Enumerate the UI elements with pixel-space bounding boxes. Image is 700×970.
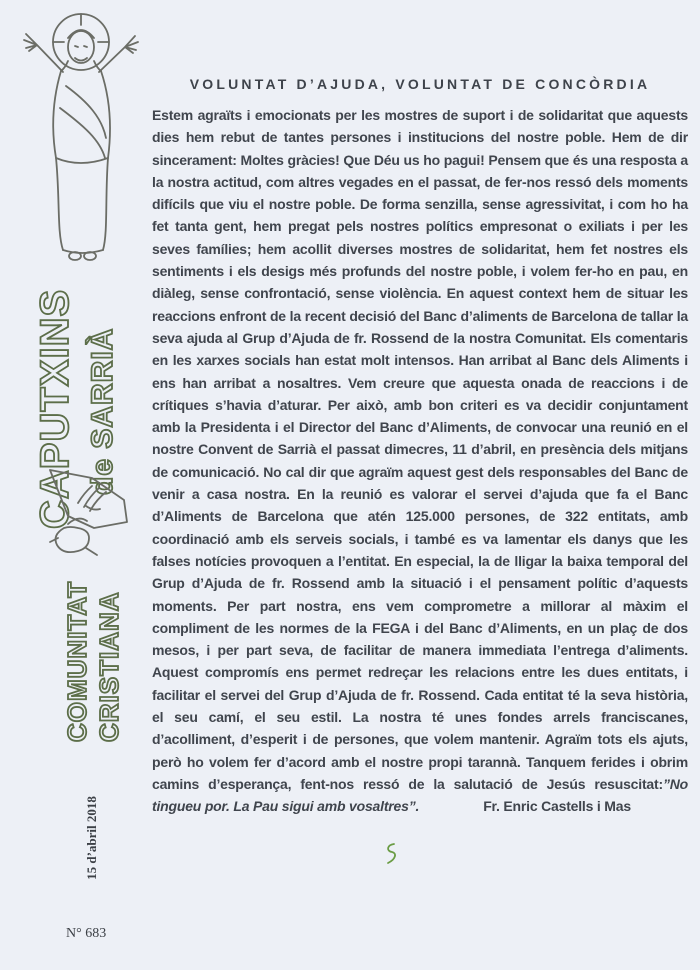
article xyxy=(152,76,688,818)
article-body xyxy=(152,104,688,818)
community-name-line2: CRISTIANA xyxy=(94,591,124,742)
green-pen-correction-icon xyxy=(383,842,399,866)
article-title: VOLUNTAT D’AJUDA, VOLUNTAT DE CONCÒRDIA xyxy=(189,76,651,92)
community-name-line1: COMUNITAT xyxy=(62,580,92,742)
risen-christ-icon xyxy=(16,6,146,264)
organization-name-line2: de SARRIÀ xyxy=(86,327,119,495)
hand-over-dove-icon xyxy=(34,466,136,564)
article-body-text: Estem agraïts i emocionats per les mostres de suport i de solidaritat que aquests dies hem rebut de tantes persones i institucions del nostre poble. Hem de dir sincerament: Moltes gràcies! Que Déu us ho pagui! Pensem que és una resposta a la nostra actitud, com altres vegades en el passat, de fer-nos ressó dels moments difícils que viu el nostre poble. De forma senzilla, sense agressivitat, i com ho ha fet tanta gent, hem pregat pels nostres polítics empresonat o exiliats i per les seves famílies; hem acollit diverses mostres de solidaritat, hem fet nostres els sentiments i els desigs més profunds del nostre poble, i volem fer-ho en pau, en diàleg, sense confrontació, sense violència. En aquest context hem de situar les reaccions enfront de la recent decisió del Banc d’aliments de Barcelona de tallar la seva ajuda al Grup d’Ajuda de fr. Rossend de la nostra Comunitat. Els comentaris en les xarxes socials han estat molt intensos. Han arribat al Banc dels Aliments i ens han arribat a nosaltres. Vem creure que aquesta onada de reaccions i de crítiques s’havia d’aturar. Per això, amb bon criteri es va decidir conjuntament amb la Presidenta i el Director del Banc d’Aliments, de convocar una reunió en el nostre Convent de Sarrià el passat dimecres, 11 d’abril, en presència dels mitjans de comunicació. No cal dir que agraïm aquest gest dels responsables del Banc de venir a casa nostra. En la reunió es valorar el servei d’ajuda que fa el Banc d’Aliments de Barcelona que atén 125.000 persones, de 322 entitats, amb coordinació amb els serveis socials, i també es va lamentar els danys que les falses notícies provoquen a l’entitat. En especial, la de lligar la baixa temporal del Grup d’Ajuda de fr. Rossend amb la situació i el pensament polític d’aquests moments. Per part nostra, ens vem comprometre a millorar al màxim el compliment de les normes de la FEGA i del Banc d’Aliments, en un plaç de dos mesos, i per part seva, de facilitar de manera immediata l’entrega d’aliments. Aquest compromís ens permet redreçar les relacions entre les dues entitats, i facilitar el servei del Grup d’Ajuda de fr. Rossend. Cada entitat té la seva història, el seu camí, el seu estil. La nostra té unes fondes arrels franciscanes, d’acolliment, d’esperit i de persones, que volem mantenir. Agraïm tots els ajuts, però ho volem fer d’acord amb el nostre propi tarannà. Tanquem ferides i obrim camins d’esperança, fent-nos ressó de la salutació de Jesús resuscitat: xyxy=(152,107,688,792)
article-quote: ”No tingueu por. La Pau sigui amb vosaltres”. xyxy=(152,775,688,815)
issue-number: N° 683 xyxy=(66,926,107,941)
article-signature: Fr. Enric Castells i Mas xyxy=(483,798,631,815)
issue-date: 15 d’abril 2018 xyxy=(84,796,99,880)
organization-name-line1: CAPUTXINS xyxy=(33,288,77,529)
masthead-community-vertical-text xyxy=(50,558,154,746)
